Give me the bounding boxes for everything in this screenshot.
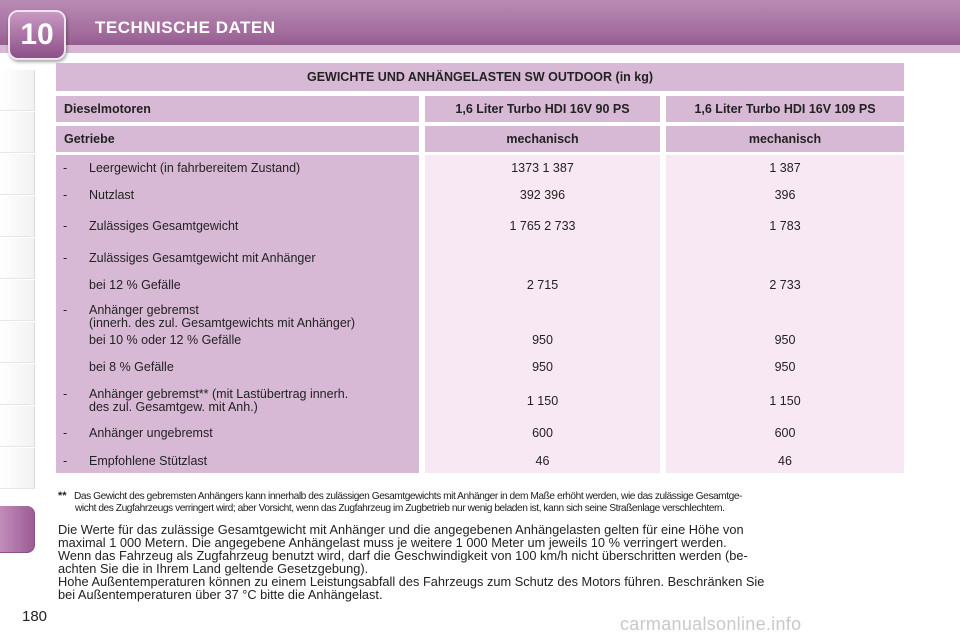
row-value-109: 600 xyxy=(774,426,796,440)
row-value-90: 600 xyxy=(532,426,553,440)
weights-table xyxy=(56,63,904,473)
table-title: GEWICHTE UND ANHÄNGELASTEN SW OUTDOOR (in kg) xyxy=(56,63,904,91)
header-band-accent xyxy=(0,45,960,53)
row-dash: - xyxy=(63,387,68,401)
row-label: bei 12 % Gefälle xyxy=(89,278,181,292)
chapter-tab[interactable] xyxy=(0,406,35,447)
footnote-line: wicht des Zugfahrzeugs verringert wird; aber Vorsicht, wenn das Zugfahrzeug im Zugbetrieb nur wenig beladen ist, kann sich seine Straßenlage verschlechtern. xyxy=(75,503,725,514)
row-dash: - xyxy=(63,161,68,175)
footnote xyxy=(58,491,908,515)
row-value-109: 950 xyxy=(774,360,796,374)
header-engine-label: Dieselmotoren xyxy=(56,96,419,122)
chapter-tab[interactable] xyxy=(0,112,35,153)
row-value-90: 1373 1 387 xyxy=(511,161,574,175)
row-dash: - xyxy=(63,426,68,440)
row-value-90: 950 xyxy=(532,360,553,374)
row-value-90: 1 150 xyxy=(526,394,559,408)
row-label: Zulässiges Gesamtgewicht mit Anhänger xyxy=(89,251,316,265)
body-line: achten Sie die in Ihrem Land geltende Gesetzgebung). xyxy=(58,560,369,576)
row-dash: - xyxy=(63,251,68,265)
chapter-tab[interactable] xyxy=(0,154,35,195)
row-value-90: 392 396 xyxy=(519,188,566,202)
row-label: Nutzlast xyxy=(89,188,135,202)
row-label: Anhänger ungebremst xyxy=(89,426,213,440)
row-value-90: 1 765 2 733 xyxy=(509,219,576,233)
body-line: Wenn das Fahrzeug als Zugfahrzeug benutzt wird, darf die Geschwindigkeit von 100 km/h nicht überschritten werden (be- xyxy=(58,547,748,563)
row-label: bei 10 % oder 12 % Gefälle xyxy=(89,333,242,347)
row-dash: - xyxy=(63,454,68,468)
body-line: maximal 1 000 Metern. Die angegebene Anhängelast muss je weitere 1 000 Meter um jeweils 10 % verringert werden. xyxy=(58,534,727,550)
row-label: Anhänger gebremst** (mit Lastübertrag innerh. xyxy=(89,387,349,401)
chapter-badge: 10 xyxy=(8,10,66,60)
chapter-tab[interactable] xyxy=(0,238,35,279)
watermark: carmanualsonline.info xyxy=(620,614,802,634)
row-value-109: 950 xyxy=(774,333,796,347)
body-line: Die Werte für das zulässige Gesamtgewicht mit Anhänger und die angegebenen Anhängelasten gelten für eine Höhe von xyxy=(58,522,744,537)
row-value-90: 2 715 xyxy=(526,278,559,292)
row-label: Anhänger gebremst xyxy=(89,303,199,317)
row-value-90: 46 xyxy=(535,454,550,468)
row-label-continued: des zul. Gesamtgew. mit Anh.) xyxy=(89,400,258,414)
body-line: bei Außentemperaturen über 37 °C bitte die Anhängelast. xyxy=(58,586,383,602)
chapter-tabs xyxy=(0,70,34,550)
header-engine-90: 1,6 Liter Turbo HDI 16V 90 PS xyxy=(425,96,660,122)
table-body xyxy=(56,155,904,473)
chapter-tab[interactable] xyxy=(0,280,35,321)
table-gear-row xyxy=(56,126,904,152)
row-dash: - xyxy=(63,219,68,233)
row-value-109: 1 387 xyxy=(769,161,801,175)
chapter-tab[interactable] xyxy=(0,196,35,237)
footnote-line: Das Gewicht des gebremsten Anhängers kann innerhalb des zulässigen Gesamtgewichts mit Anhänger in dem Maße erhöht werden, wie das zulässige Gesamtge- xyxy=(74,491,742,502)
footnote-marker: ** xyxy=(58,490,67,502)
gear-col1: mechanisch xyxy=(425,126,660,152)
row-value-109: 1 783 xyxy=(769,219,801,233)
table-header-row xyxy=(56,96,904,122)
gear-col2: mechanisch xyxy=(666,126,904,152)
page-number: 180 xyxy=(22,608,48,625)
row-value-109: 396 xyxy=(774,188,796,202)
header-engine-109: 1,6 Liter Turbo HDI 16V 109 PS xyxy=(666,96,904,122)
row-value-90: 950 xyxy=(532,333,553,347)
row-dash: - xyxy=(63,303,68,317)
chapter-tab[interactable] xyxy=(0,448,35,489)
row-value-109: 1 150 xyxy=(769,394,801,408)
chapter-tab-active[interactable] xyxy=(0,506,35,553)
body-text xyxy=(58,524,906,601)
chapter-tab[interactable] xyxy=(0,364,35,405)
row-label: Leergewicht (in fahrbereitem Zustand) xyxy=(89,161,301,175)
chapter-tab[interactable] xyxy=(0,70,35,111)
row-label-continued: (innerh. des zul. Gesamtgewichts mit Anhänger) xyxy=(89,316,356,330)
row-label: Zulässiges Gesamtgewicht xyxy=(89,219,239,233)
chapter-tab[interactable] xyxy=(0,322,35,363)
gear-label: Getriebe xyxy=(56,126,419,152)
table-title-row xyxy=(56,63,904,91)
row-dash: - xyxy=(63,188,68,202)
row-label: Empfohlene Stützlast xyxy=(89,454,208,468)
row-value-109: 2 733 xyxy=(769,278,801,292)
row-label: bei 8 % Gefälle xyxy=(89,360,174,374)
page-title: TECHNISCHE DATEN xyxy=(95,18,276,37)
body-line: Hohe Außentemperaturen können zu einem Leistungsabfall des Fahrzeugs zum Schutz des Motors führen. Beschränken Sie xyxy=(58,573,765,589)
row-value-109: 46 xyxy=(778,454,792,468)
